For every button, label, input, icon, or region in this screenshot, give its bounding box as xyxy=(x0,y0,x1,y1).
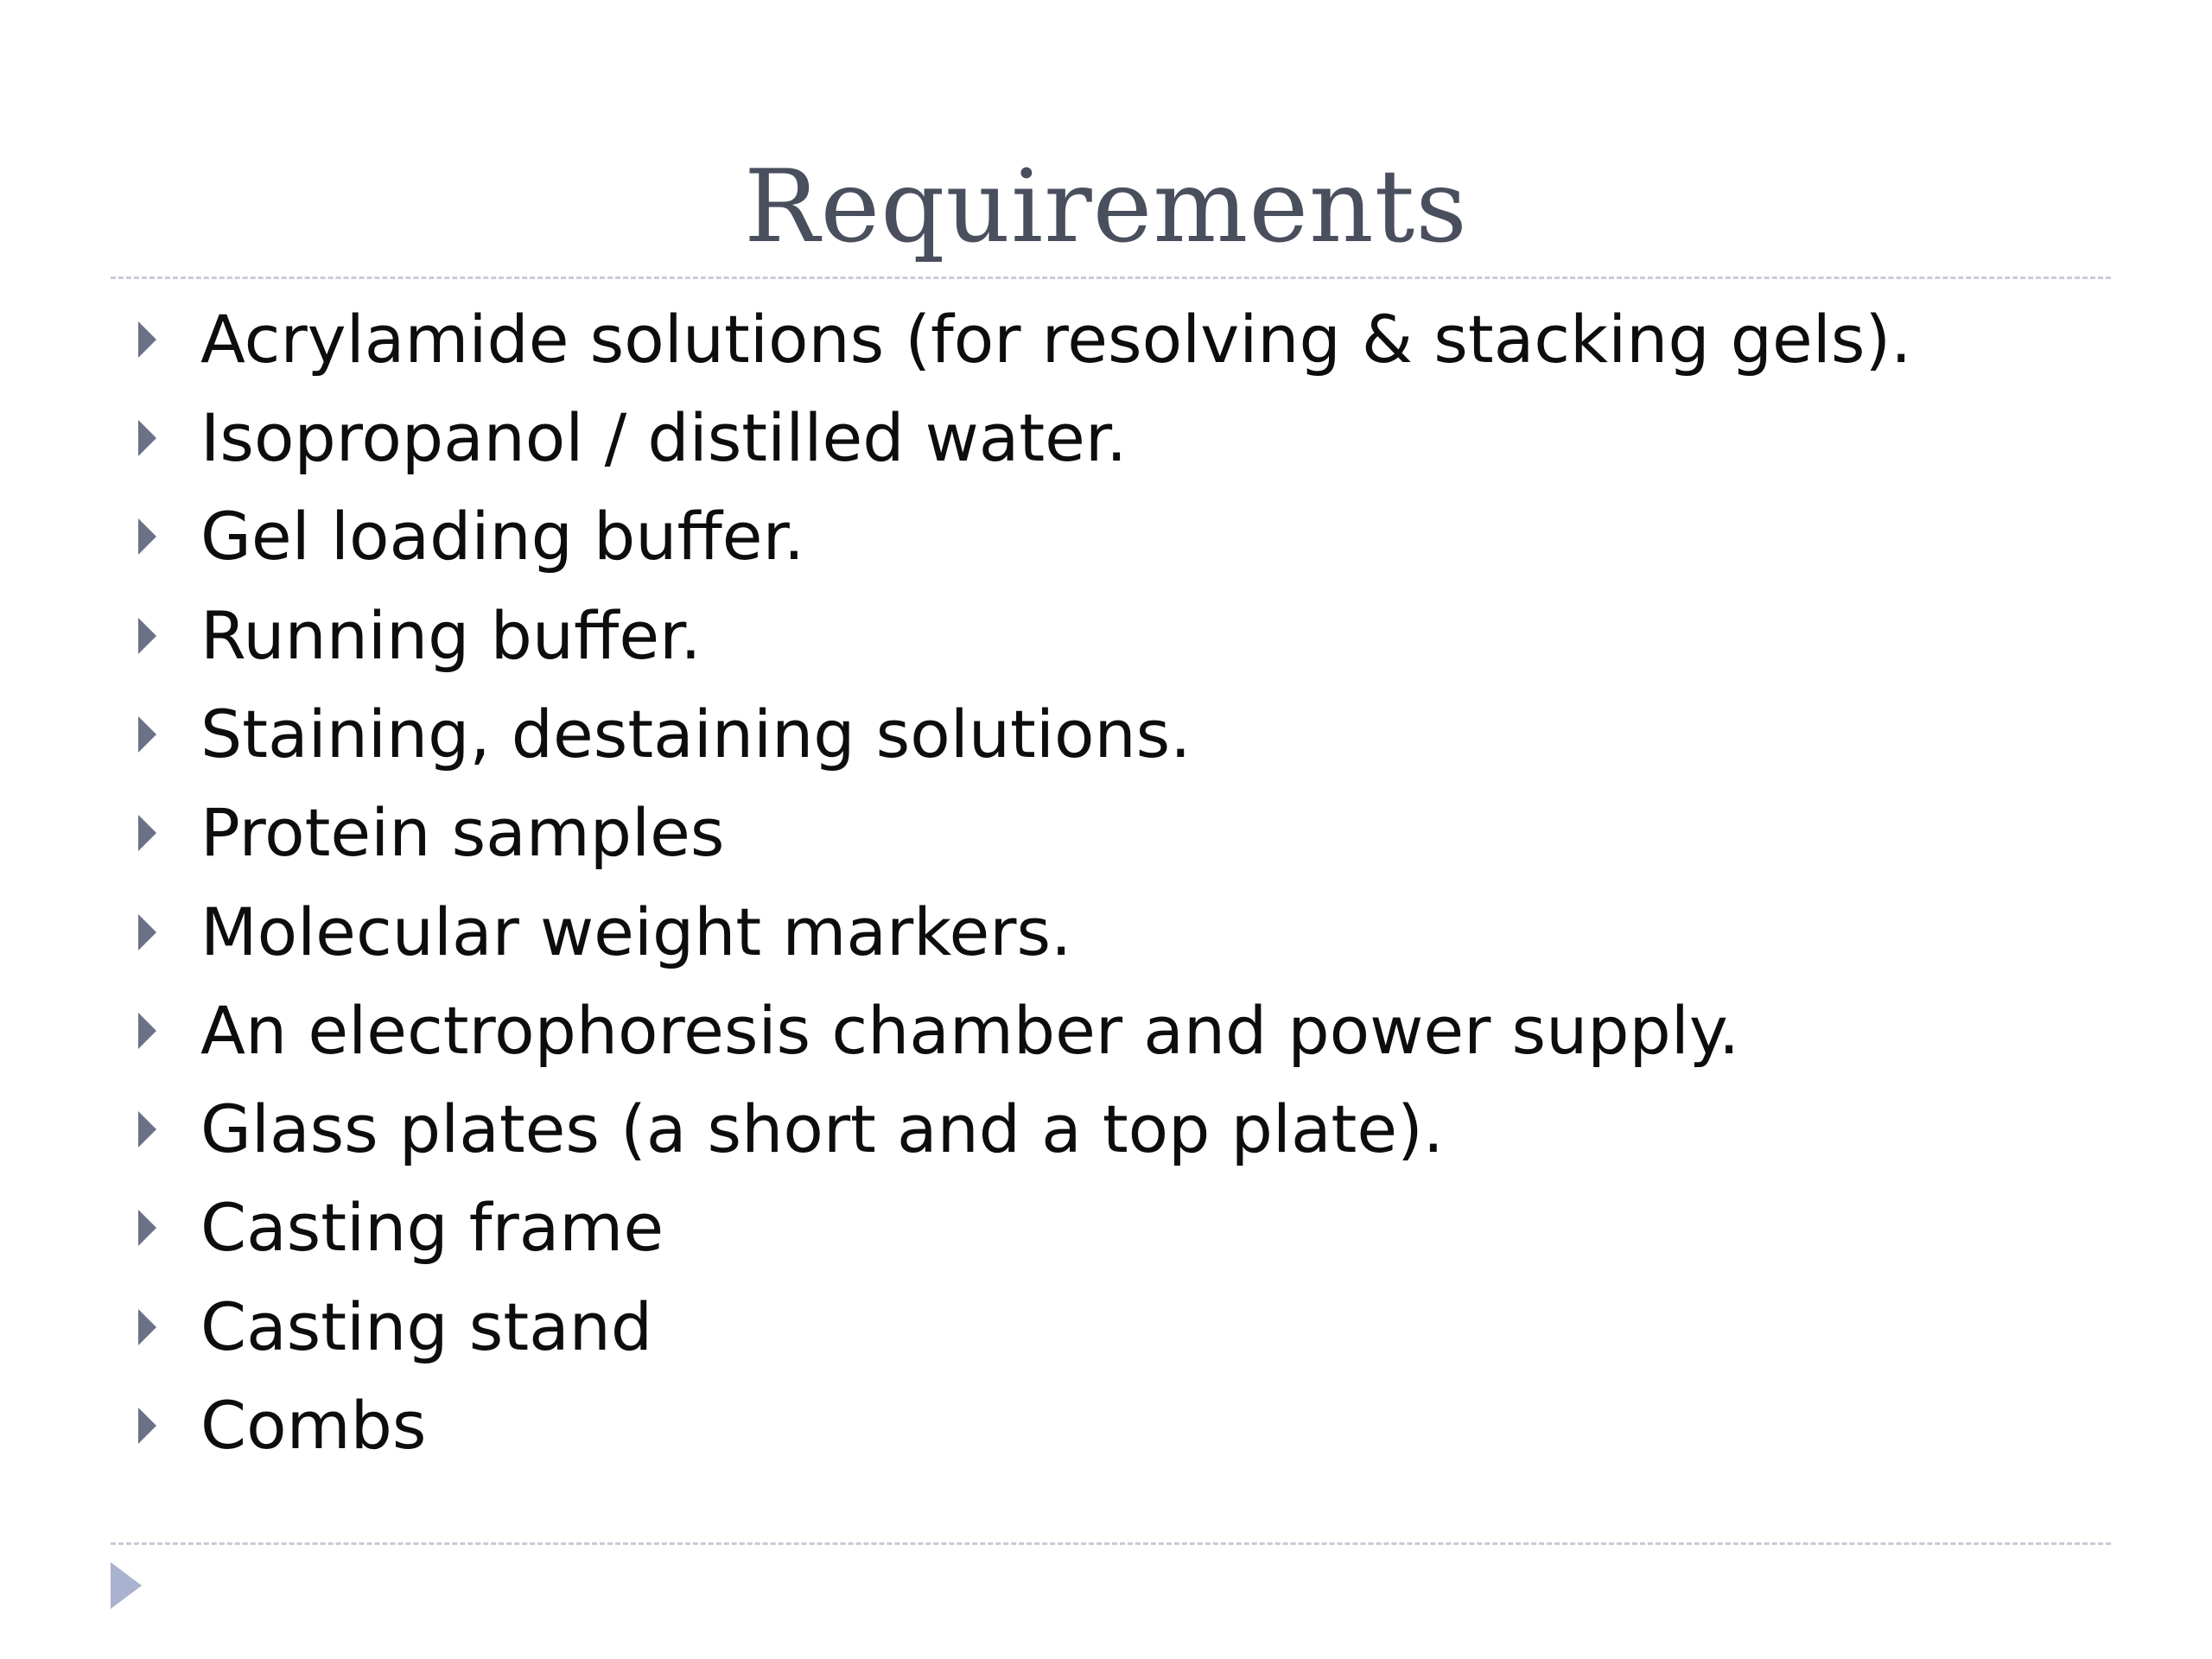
bullet-text: An electrophoresis chamber and power supply. xyxy=(200,992,1740,1069)
list-item xyxy=(0,395,2074,493)
list-item xyxy=(0,1284,2074,1382)
triangle-right-icon xyxy=(138,1309,156,1345)
triangle-right-icon xyxy=(138,518,156,555)
slide-title: Requirements xyxy=(744,149,1468,265)
list-item xyxy=(0,593,2074,691)
list-item xyxy=(0,1086,2074,1185)
list-item xyxy=(0,988,2074,1086)
triangle-right-icon xyxy=(138,420,156,456)
list-item xyxy=(0,1185,2074,1283)
bullet-text: Staining, destaining solutions. xyxy=(200,696,1192,772)
bullet-text: Casting frame xyxy=(200,1189,664,1266)
list-item xyxy=(0,889,2074,988)
bullet-text: Protein samples xyxy=(200,794,725,871)
list-item xyxy=(0,296,2074,395)
triangle-right-icon xyxy=(138,914,156,950)
bullet-text: Isopropanol / distilled water. xyxy=(200,399,1128,476)
bullet-text: Running buffer. xyxy=(200,597,702,674)
triangle-right-icon xyxy=(138,321,156,358)
triangle-right-icon xyxy=(138,618,156,654)
bullet-text: Acrylamide solutions (for resolving & stacking gels). xyxy=(200,301,1912,378)
triangle-right-icon xyxy=(138,815,156,851)
triangle-right-icon xyxy=(138,1111,156,1147)
bullet-text: Molecular weight markers. xyxy=(200,893,1072,970)
title-divider xyxy=(111,276,2111,279)
triangle-right-icon xyxy=(138,1408,156,1444)
triangle-right-icon xyxy=(138,1210,156,1246)
bullet-text: Combs xyxy=(200,1387,427,1464)
list-item xyxy=(0,691,2074,790)
footer-divider xyxy=(111,1542,2111,1545)
bullet-text: Glass plates (a short and a top plate). xyxy=(200,1090,1444,1167)
triangle-right-icon xyxy=(111,1562,142,1609)
list-item xyxy=(0,493,2074,592)
bullet-text: Gel loading buffer. xyxy=(200,498,804,575)
list-item xyxy=(0,790,2074,888)
triangle-right-icon xyxy=(138,1013,156,1049)
list-item xyxy=(0,1382,2074,1481)
bullet-text: Casting stand xyxy=(200,1288,653,1365)
triangle-right-icon xyxy=(138,716,156,753)
